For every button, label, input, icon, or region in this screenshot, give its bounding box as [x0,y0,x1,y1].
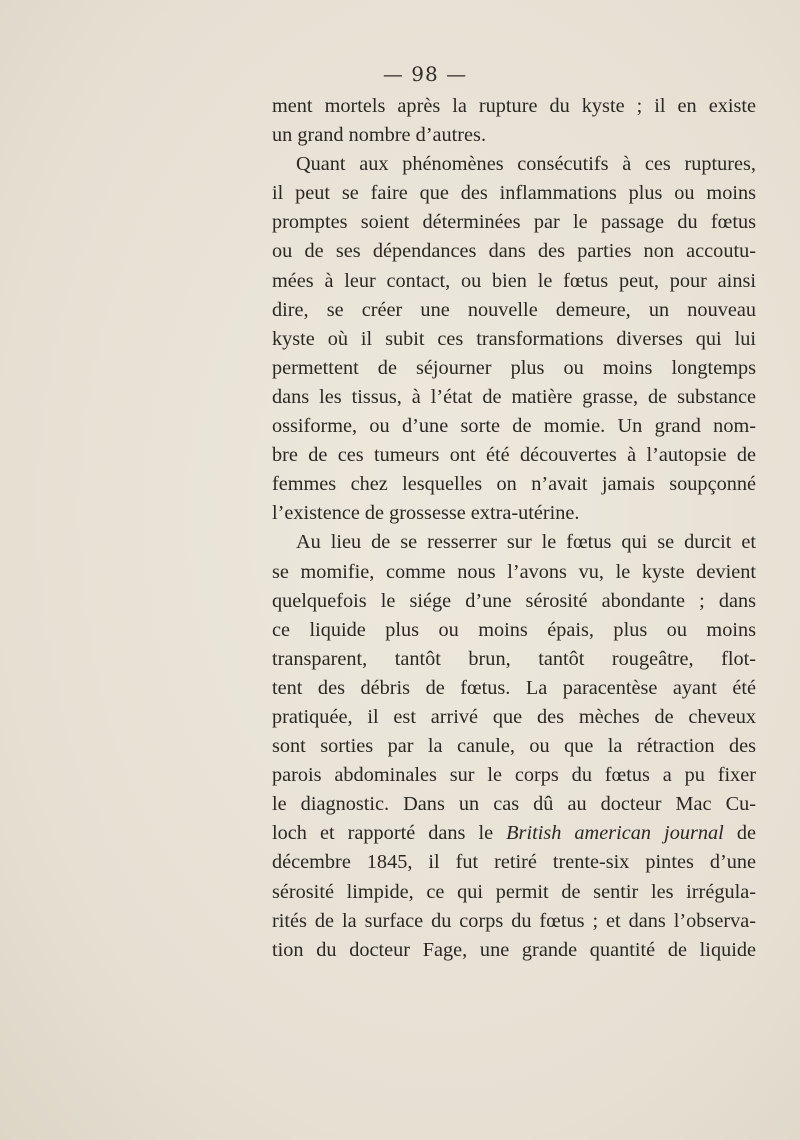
text-line: bre de ces tumeurs ont été découvertes à l’autopsie de [272,444,756,467]
text-line: tion du docteur Fage, une grande quantité de liquide [272,938,756,961]
text-line: dans les tissus, à l’état de matière grasse, de substance [272,385,756,408]
page-number: — 98 — [382,62,468,86]
text-line: ou de ses dépendances dans des parties non accoutu- [272,240,756,263]
journal-title: British american journal [506,822,724,845]
text-line: sont sorties par la canule, ou que la rétraction des [272,735,756,758]
text-line: Quant aux phénomènes consécutifs à ces ruptures, [296,153,756,176]
text-line: mées à leur contact, ou bien le fœtus peut, pour ainsi [272,269,756,292]
paragraph [272,528,756,964]
text-line: ossiforme, ou d’une sorte de momie. Un grand nom- [272,415,756,438]
text-line: promptes soient déterminées par le passage du fœtus [272,211,756,234]
text-line: ce liquide plus ou moins épais, plus ou moins [272,618,756,641]
text-line: il peut se faire que des inflammations plus ou moins [272,182,756,205]
text-line: transparent, tantôt brun, tantôt rougeâtre, flot- [272,647,756,670]
text-line: dire, se créer une nouvelle demeure, un nouveau [272,298,756,321]
text-line-with-italic [272,819,756,848]
text-line: se momifie, comme nous l’avons vu, le kyste devient [272,560,756,583]
text-line: un grand nombre d’autres. [272,124,487,147]
text-line: permettent de séjourner plus ou moins longtemps [272,356,756,379]
text-line: quelquefois le siége d’une sérosité abondante ; dans [272,589,756,612]
text-line: l’existence de grossesse extra-utérine. [272,502,580,525]
body-text [272,92,756,965]
text-segment: de [736,822,756,845]
text-line: parois abdominales sur le corps du fœtus a pu fixer [272,764,756,787]
text-line: rités de la surface du corps du fœtus ; et dans l’observa- [272,909,756,932]
text-segment: loch et rapporté dans le [272,822,494,845]
text-line: kyste où il subit ces transformations diverses qui lui [272,327,756,350]
text-line: pratiquée, il est arrivé que des mèches de cheveux [272,705,756,728]
paragraph [272,150,756,528]
text-line: décembre 1845, il fut retiré trente-six pintes d’une [272,851,756,874]
text-line: tent des débris de fœtus. La paracentèse ayant été [272,676,756,699]
text-line: ment mortels après la rupture du kyste ; il en existe [272,95,756,117]
text-line: le diagnostic. Dans un cas dû au docteur Mac Cu- [272,793,756,816]
text-line: Au lieu de se resserrer sur le fœtus qui se durcit et [296,531,756,554]
text-line: femmes chez lesquelles on n’avait jamais soupçonné [272,473,756,496]
paragraph [272,92,756,150]
text-line: sérosité limpide, ce qui permit de sentir les irrégula- [272,880,756,903]
